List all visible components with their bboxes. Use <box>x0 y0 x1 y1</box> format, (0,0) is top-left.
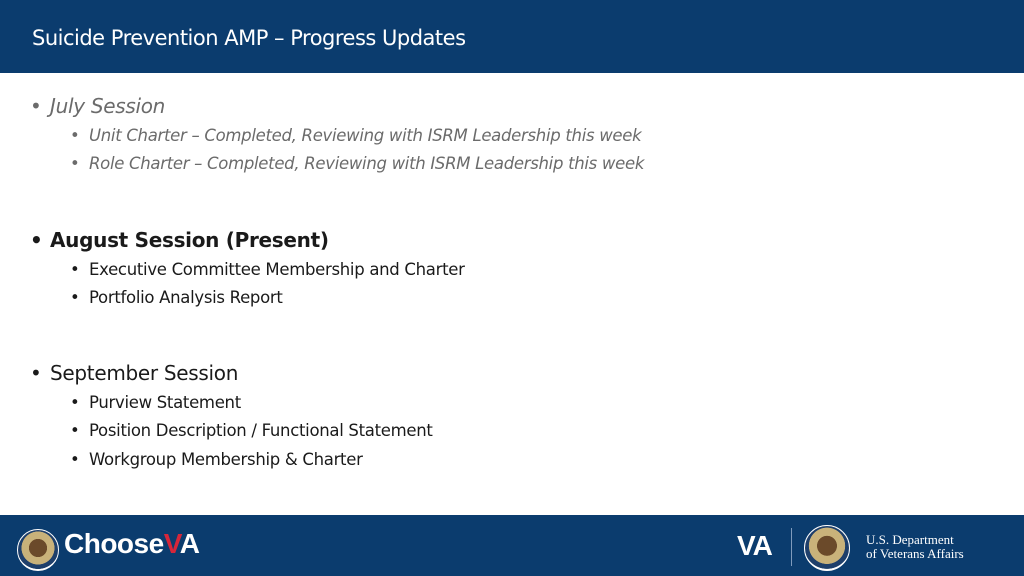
list-item: • Purview Statement <box>70 393 241 412</box>
bullet-icon: • <box>70 393 80 412</box>
session-label: July Session <box>50 94 166 118</box>
bullet-icon: • <box>70 260 80 279</box>
bullet-icon: • <box>30 94 42 118</box>
footer-divider <box>791 528 792 566</box>
bullet-icon: • <box>70 126 80 145</box>
list-item: • Role Charter – Completed, Reviewing with ISRM Leadership this week <box>70 154 645 173</box>
bullet-icon: • <box>70 288 80 307</box>
department-name: U.S. Department of Veterans Affairs <box>866 532 964 561</box>
bullet-icon: • <box>30 361 42 385</box>
bullet-icon: • <box>70 154 80 173</box>
list-item: • Position Description / Functional Statement <box>70 421 433 440</box>
va-seal-icon <box>17 529 59 571</box>
session-label: September Session <box>50 361 239 385</box>
session-august <box>30 228 329 252</box>
page-title: Suicide Prevention AMP – Progress Updates <box>32 26 466 50</box>
choose-va-logo: ChooseVA <box>64 528 200 559</box>
list-item: • Executive Committee Membership and Charter <box>70 260 465 279</box>
bullet-icon: • <box>70 450 80 469</box>
list-item: • Workgroup Membership & Charter <box>70 450 363 469</box>
bullet-icon: • <box>30 228 43 252</box>
session-label: August Session (Present) <box>50 228 329 252</box>
session-september <box>30 361 238 385</box>
va-seal-icon <box>804 525 850 571</box>
list-item: • Portfolio Analysis Report <box>70 288 283 307</box>
checkmark-v-icon: V <box>163 528 180 559</box>
bullet-icon: • <box>70 421 80 440</box>
va-logo: VA <box>737 530 772 561</box>
session-july <box>30 94 165 118</box>
list-item: • Unit Charter – Completed, Reviewing with ISRM Leadership this week <box>70 126 642 145</box>
